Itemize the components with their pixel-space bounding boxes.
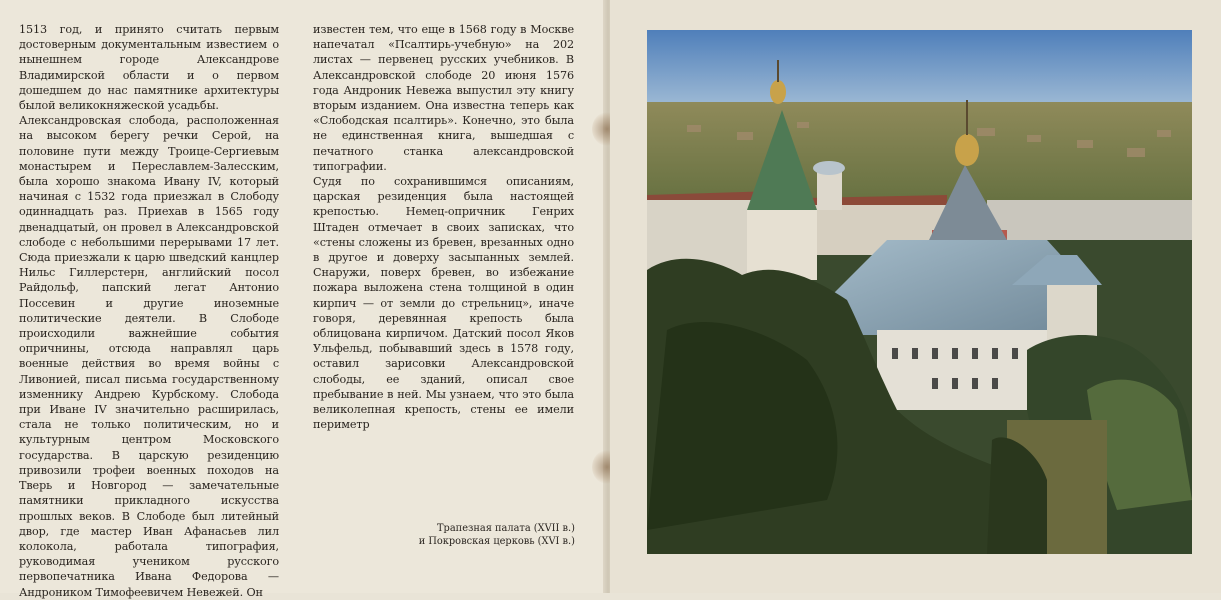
- text-column-left: [19, 22, 279, 600]
- bell-tower-base: [747, 210, 817, 280]
- paragraph-sloboda: Александровская слобода, расположенная на высоком берегу речки Серой, на половине пути между Троице-Сергиевым монастырем и Переславлем-Залесским, была хорошо знакома Ивану IV, который начиная с 1532 года приезжал в Слободу одиннадцать раз. Приехав в 1565 году двенадцатый, он провел в Александровской слободе с небольшими перерывами 17 лет. Сюда приезжали к царю шведский канцлер Нильс Гиллерстерн, английский посол Райдольф, папский легат Антонио Поссевин и другие иноземные политические деятели. В Слободе происходили важнейшие события опричнины, отсюда направлял царь военные действия во время войны с Ливонией, писал письма государственному изменнику Андрею Курбскому. Слобода при Иване IV значительно расширилась, стала не только политическим, но и культурным центром Московского государства. В царскую резиденцию привозили трофеи военных походов на Тверь и Новгород — замечательные памятники прикладного искусства прошлых веков. В Слободе был литейный двор, где мастер Иван Афанасьев лил колокола, работала типография, руководимая учеником русского первопечатника Ивана Федорова — Андроником Тимофеевичем Невежей. Он: [19, 114, 279, 599]
- bell-tower-dome: [770, 80, 786, 104]
- left-page: [0, 0, 608, 599]
- enclosure-wall: [987, 200, 1192, 240]
- caption-line-2: и Покровская церковь (XVI в.): [418, 536, 575, 547]
- photo-caption: [400, 522, 575, 548]
- monastery-photo: [647, 30, 1192, 554]
- paragraph-fortress: Судя по сохранившимся описаниям, царская резиденция была настоящей крепостью. Немец-опричник Генрих Штаден отмечает в своих записках, что «стены сложены из бревен, врезанных одно в другое и доверху засыпанных землей. Снаружи, поверх бревен, во избежание пожара выложена стена толщиной в один кирпич — от земли до стрельниц», иначе говоря, деревянная крепость была облицована кирпичом. Датский посол Яков Ульфельд, побывавший здесь в 1578 году, оставил зарисовки Александровской слободы, ее зданий, описал свое пребывание в ней. Мы узнаем, что это была великолепная крепость, стены ее имели периметр: [313, 175, 574, 432]
- paragraph-intro: 1513 год, и принято считать первым достоверным документальным известием о нынешнем городе Александрове Владимирской области и о первом дошедшем до нас памятнике архитектуры былой великокняжеской усадьбы.: [19, 23, 279, 113]
- photo-illustration: [647, 30, 1192, 554]
- church-dome: [955, 134, 979, 166]
- paragraph-psalter: известен тем, что еще в 1568 году в Москве напечатал «Псалтирь-учебную» на 202 листах — первенец русских учебников. В Александровской слободе 20 июня 1576 года Андроник Невежа выпустил эту книгу вторым изданием. Она известна теперь как «Слободская псалтирь». Конечно, это была не единственная книга, вышедшая с печатного станка александровской типографии.: [313, 23, 574, 173]
- refectory-walls: [877, 330, 1047, 410]
- sky: [647, 30, 1192, 105]
- caption-line-1: Трапезная палата (XVII в.): [437, 523, 575, 534]
- text-column-right: [313, 22, 574, 432]
